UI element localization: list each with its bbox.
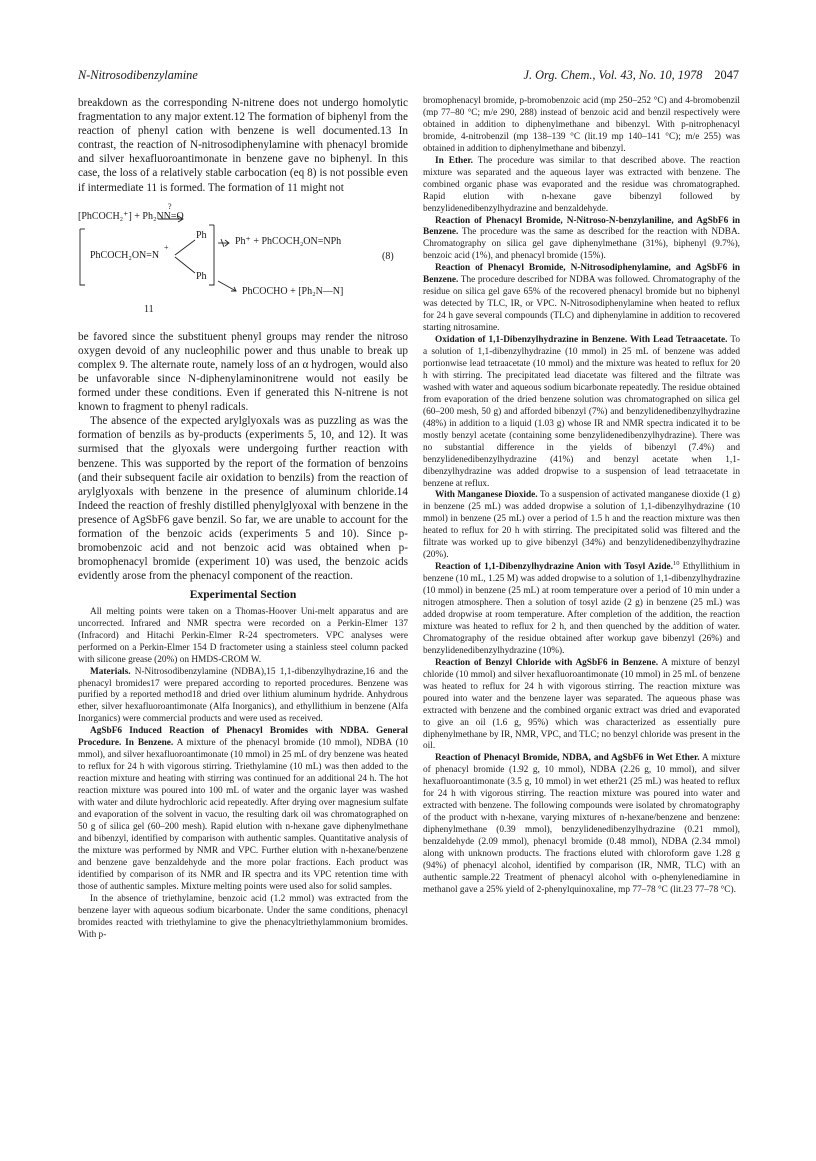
journal-citation [524, 68, 739, 83]
reaction-scheme-eq8 [78, 203, 408, 323]
paragraph-arylglyoxals: The absence of the expected arylglyoxals was as puzzling as was the formation of benzils as by-products (experiments 5, 10, and 12). It was surmised that the glyoxals were undergoing further reaction with benzene. This was supported by the report of the formation of benzoins (and their subsequent facile air oxidation to benzils) from the reaction of arylglyoxals with benzene in the presence of aluminum chloride.14 Indeed the reaction of freshly distilled phenylglyoxal with benzene in the presence of AgSbF6 gave benzil. So far, we are unable to account for the formation of the benzoic acids (experiments 5 and 10). Since p-bromobenzoic acid and not benzoic acid was obtained when p-bromophenacyl bromide (experiment 10) was used, the benzoic acids evidently arose from the phenacyl component of the reaction. [78, 415, 408, 583]
page-number: 2047 [714, 68, 739, 82]
bond-to-upper-ph [175, 240, 195, 255]
paragraph-materials [78, 667, 408, 727]
paragraph-substituent-effects: be favored since the substituent phenyl groups may render the nitroso oxygen devoid of any nucleophilic power and thus unable to break up complex 9. The alternate route, namely loss of an α hydrogen, would also be unfavorable since N-diphenylaminonitrene would not easily be formed under these conditions. Even if generated this N-nitrene is not known to fragment to phenyl radicals. [78, 330, 408, 414]
running-header [78, 68, 739, 84]
manganese-dioxide-heading: With Manganese Dioxide. [435, 490, 538, 501]
scheme-phenyl-upper: Ph [196, 229, 207, 241]
right-bracket [209, 225, 214, 285]
lead-tetraacetate-heading: Oxidation of 1,1-Dibenzylhydrazine in Benzene. With Lead Tetraacetate. [435, 335, 728, 346]
compound-number-11: 11 [144, 303, 154, 315]
paragraph-no-triethylamine: In the absence of triethylamine, benzoic acid (1.2 mmol) was extracted from the benzene layer with aqueous sodium bicarbonate. Under the same conditions, phenacyl bromides reacted with triethylamine to give the phenacyltriethylammonium bromides. With p- [78, 893, 408, 940]
tosyl-azide-body: Ethyllithium in benzene (10 mL, 1.25 M) was added dropwise to a solution of 1,1-dibenzylhydrazine (10 mmol) in benzene (25 mL) at room temperature over a period of 10 min under a nitrogen atmosphere. Then a solution of tosyl azide (2 g) in benzene (25 mL) was added dropwise at room temperature. After completion of the addition, the reaction mixture was heated to reflux for 2 h, and then quenched by the addition of water. Chromatography of the residue obtained after workup gave bibenzyl (26%) and benzylidenedibenzylhydrazine (10%). [423, 562, 740, 656]
scheme-lower-products: PhCOCHO + [Ph₂N—N] [242, 285, 344, 297]
experimental-section-heading: Experimental Section [189, 588, 297, 602]
paragraph-manganese-dioxide [423, 490, 740, 562]
paragraph-general-procedure [78, 726, 408, 893]
left-bracket [80, 229, 85, 285]
benzyl-chloride-heading: Reaction of Benzyl Chloride with AgSbF6 in Benzene. [435, 657, 659, 668]
running-title: N-Nitrosodibenzylamine [78, 68, 198, 82]
tosyl-azide-ref: 10 [672, 560, 680, 568]
scheme-plus-charge: + [164, 242, 169, 252]
journal-reference: J. Org. Chem., Vol. 43, No. 10, 1978 [523, 68, 703, 82]
lead-tetraacetate-body: To a solution of 1,1-dibenzylhydrazine (10 mmol) in 25 mL of benzene was added portionwise lead tetraacetate (10 mmol) and the mixture was heated to reflux for 20 h with stirring. The precipitated lead diacetate was filtered and the filtrate was washed with water and aqueous sodium bicarbonate repeatedly. The residue obtained from evaporation of the dried benzene solution was chromatographed on silica gel (60–200 mesh, 50 g) and afforded bibenzyl (7%) and benzylidenedibenzylhydrazine (48%) in addition to a liquid (1.03 g) whose IR and NMR spectra indicated it to be mostly benzyl acetate (containing some benzylidenedibenzylhydrazine). There was no substantial difference in the yields of bibenzyl (7.4%) and benzylidenedibenzylhydrazine (41%) and benzyl acetate when 1,1-dibenzylhydrazine was added dropwise to a suspension of lead tetraacetate in benzene at reflux. [423, 335, 740, 489]
scheme-upper-products: Ph⁺ + PhCOCH₂ON=NPh [235, 235, 342, 247]
lower-arrow-shaft [218, 281, 236, 291]
paragraph-tosyl-azide [423, 562, 740, 658]
in-ether-heading: In Ether. [435, 155, 473, 166]
wet-ether-body: A mixture of phenacyl bromide (1.92 g, 10 mmol), NDBA (2.26 g, 10 mmol), and silver hexafluoroantimonate (3.5 g, 10 mmol) in wet ether21 (25 mL) was heated to reflux for 24 h with vigorous stirring. The reaction mixture was poured into water and extracted with benzene. The following compounds were isolated by chromatography of the product with n-hexane, varying mixtures of n-hexane/benzene and benzene: diphenylmethane (0.39 mmol), benzylidenedibenzylhydrazine (0.21 mmol), benzaldehyde (2.09 mmol), phenacyl bromide (0.48 mmol), NDBA (2.34 mmol) along with unknown products. The fractions eluted with chloroform gave 1.28 g (94%) of phenacyl alcohol, identified by comparison (IR, NMR, TLC) with an authentic sample.22 Treatment of phenacyl alcohol with o-phenylenediamine in methanol gave a 25% yield of 2-phenylquinoxaline, mp 77–78 °C (lit.23 77–78 °C). [423, 753, 741, 895]
bond-to-lower-ph [175, 257, 195, 273]
manganese-dioxide-body: To a suspension of activated manganese dioxide (1 g) in benzene (25 mL) was added dropwise a solution of 1,1-dibenzylhydrazine (10 mmol) in benzene (25 mL) over a period of 1.5 h and the reaction mixture was then heated to reflux for 20 h with stirring. The precipitated solid was filtered and the filtrate was worked up to give bibenzyl (34%) and benzylidenedibenzylhydrazine (20%). [423, 490, 740, 561]
right-column [423, 96, 740, 897]
general-procedure-body: A mixture of the phenacyl bromide (10 mmol), NDBA (10 mmol), and silver hexafluoroantimonate (10 mmol) in 25 mL of dry benzene was heated to reflux for 24 h with vigorous stirring. Triethylamine (10 mL) was then added to the reaction mixture and heating with stirring was continued for an additional 24 h. The hot reaction mixture was poured into 100 mL of water and the organic layer was washed with water and dilute hydrochloric acid repeatedly. After drying over magnesium sulfate and evaporation of the solvent in vacuo, the resulting dark oil was chromatographed on 50 g of silica gel (60–200 mesh). Rapid elution with n-hexane gave diphenylmethane and bibenzyl, identified by comparison with authentic samples. Quantitative analysis of the mixture was performed by NMR and VPC. Further elution with n-hexane/benzene and benzene gave benzaldehyde and the more polar fractions. Each product was identified by comparison of its NMR and IR spectra and its VPC retention time with those of authentic samples. Mixture melting points were used also for solid samples. [78, 738, 408, 892]
diphenylamine-body: The procedure described for NDBA was followed. Chromatography of the residue on silica gel gave 65% of the recovered phenacyl bromide but no biphenyl was detected by TLC, IR, or VPC. N-Nitrosodiphenylamine when heated to reflux for 24 h gave several compounds (TLC) and diphenylamine in addition to recovered starting nitrosamine. [423, 275, 740, 334]
paragraph-benzyl-chloride [423, 658, 740, 754]
paragraph-instruments: All melting points were taken on a Thomas-Hoover Uni-melt apparatus and are uncorrected. Infrared and NMR spectra were recorded on a Perkin-Elmer 137 (Infracord) and Hitachi Perkin-Elmer R-24 spectrometers. VPC analyses were performed on a Perkin-Elmer 154 D fractometer using a stainless steel column packed with silicone grease (20%) on HMDS-CROM W. [78, 606, 408, 665]
paragraph-bromobenzil: bromophenacyl bromide, p-bromobenzoic acid (mp 250–252 °C) and 4-bromobenzil (mp 77–80 °C; m/e 290, 288) instead of benzoic acid and benzil respectively were obtained in addition to diphenylmethane and bibenzyl. With p-nitrophenacyl bromide, 4-nitrobenzil (mp 138–139 °C (lit.19 mp 140–141 °C); m/e 255) was obtained in addition to diphenylmethane and bibenzyl. [423, 96, 740, 154]
paragraph-diphenylamine [423, 263, 740, 335]
paragraph-benzylaniline [423, 216, 740, 264]
general-procedure-heading: AgSbF6 Induced Reaction of Phenacyl Bromides with NDBA. General Procedure. In Benzene. [78, 726, 408, 749]
paragraph-wet-ether [423, 753, 740, 896]
in-ether-body: The procedure was similar to that described above. The reaction mixture was separated and the aqueous layer was extracted with benzene. The combined organic phase was evaporated and the residue was chromatographed. Rapid elution with n-hexane gave bibenzyl followed by benzylidenedibenzylhydrazine and benzaldehyde. [423, 155, 741, 214]
benzylaniline-body: The procedure was the same as described for the reaction with NDBA. Chromatography on silica gel gave diphenylmethane (31%), biphenyl (9.7%), benzoic acid (1%), and phenacyl bromide (15%). [423, 227, 740, 262]
benzyl-chloride-body: A mixture of benzyl chloride (10 mmol) and silver hexafluoroantimonate (10 mmol) in 25 mL of benzene was heated to reflux for 24 h with vigorous stirring. The reaction mixture was poured into water and the benzene layer was separated. The aqueous phase was extracted with benzene and the combined organic extract was dried and evaporated to give an oil (1.6 g, 95%) which was characterized as essentially pure diphenylmethane by IR, NMR, VPC, and TLC; no benzyl chloride was present in the oil. [423, 657, 740, 752]
equation-number: (8) [382, 250, 394, 262]
scheme-arrow-label: ? [168, 201, 172, 211]
materials-heading: Materials. [90, 666, 131, 677]
scheme-intermediate: PhCOCH₂ON=N [90, 249, 160, 261]
scheme-phenyl-lower: Ph [196, 270, 207, 282]
wet-ether-heading: Reaction of Phenacyl Bromide, NDBA, and AgSbF6 in Wet Ether. [435, 753, 700, 764]
paragraph-lead-tetraacetate [423, 335, 740, 490]
paragraph-nitrene-breakdown: breakdown as the corresponding N-nitrene does not undergo homolytic fragmentation to any major extent.12 The formation of biphenyl from the reaction of phenyl cation with benzene is well documented.13 In contrast, the reaction of N-nitrosodiphenylamine with phenacyl bromide and silver hexafluoroantimonate in benzene gave no biphenyl. In this case, the loss of a relatively stable carbocation (eq 8) is not possible even if intermediate 11 is formed. The formation of 11 might not [78, 97, 408, 194]
diphenylamine-heading: Reaction of Phenacyl Bromide, N-Nitrosodiphenylamine, and AgSbF6 in Benzene. [423, 263, 740, 286]
tosyl-azide-heading: Reaction of 1,1-Dibenzylhydrazine Anion with Tosyl Azide. [435, 562, 673, 573]
materials-body: N-Nitrosodibenzylamine (NDBA),15 1,1-dibenzylhydrazine,16 and the phenacyl bromides17 were prepared according to reported procedures. Benzene was purified by a reported method18 and dried over lithium aluminum hydride. Anhydrous ether, silver hexafluoroantimonate (Alfa Inorganics), and ethyllithium in benzene (Alfa Inorganics) were commercial products and were used as received. [78, 666, 408, 725]
left-column [78, 96, 408, 941]
paragraph-in-ether [423, 156, 740, 216]
benzylaniline-heading: Reaction of Phenacyl Bromide, N-Nitroso-N-benzylaniline, and AgSbF6 in Benzene. [423, 215, 740, 238]
scheme-reactants: [PhCOCH₂⁺] + Ph₂NN=O [78, 210, 184, 222]
